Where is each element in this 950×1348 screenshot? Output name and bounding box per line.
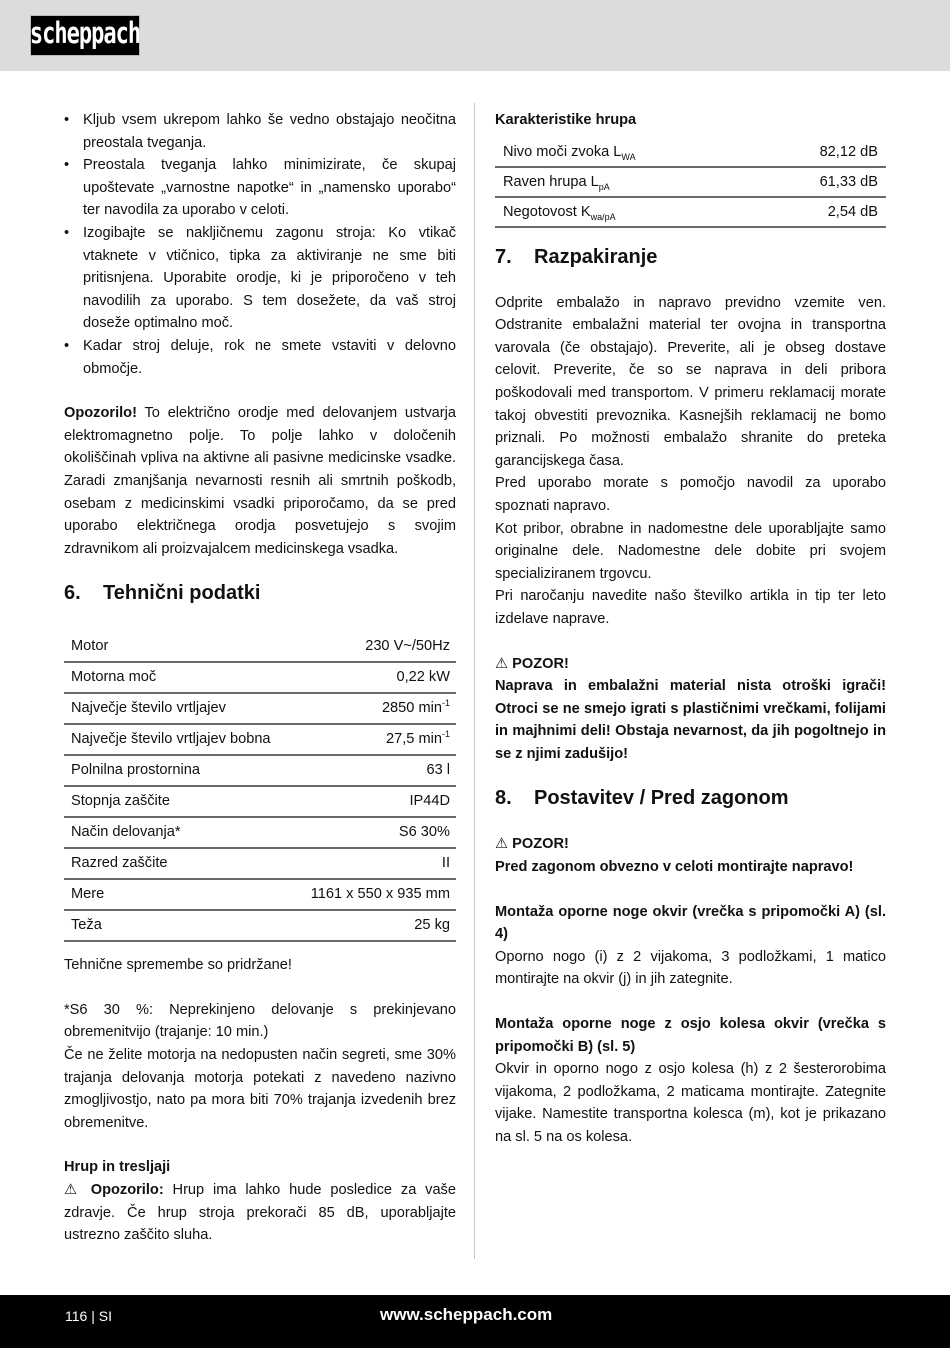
noise-label: Raven hrupa $L_{pA}$: [495, 167, 756, 197]
caution-label-line: [495, 833, 886, 856]
assembly-text-1: Oporno nogo (i) z 2 vijakoma, 3 podložkami, 1 matico montirajte na okvir (j) in jih zategnite.: [495, 948, 886, 988]
noise-value: 2,54 dB: [756, 197, 887, 227]
spec-row: [64, 786, 456, 817]
caution-text: Naprava in embalažni material nista otroški igrači! Otroci se ne smejo igrati s plastičnimi vrečkami, folijami in majhnimi deli! Obstaja nevarnost, da jih pogoltnejo in se z njimi zadušijo!: [495, 678, 886, 762]
section-title: Tehnični podatki: [103, 582, 261, 605]
warning-text: To električno orodje med delovanjem ustvarja elektromagnetno polje. To polje lahko v določenih okoliščinah vpliva na aktivne ali pasivne medicinske vsadke. Zaradi zmanjšanja nevarnosti resnih ali smrtnih poškodb, osebam z medicinskimi vsadki priporočamo, da se pred uporabo električnega orodja posvetujejo s svojim zdravnikom ali proizvajalcem medicinskega vsadka.: [64, 405, 456, 557]
noise-characteristics-heading: Karakteristike hrupa: [495, 112, 637, 128]
noise-label: Nivo moči zvoka $L_{WA}$: [495, 138, 756, 167]
spec-row: [64, 724, 456, 755]
warning-text: Hrup ima lahko hude posledice za vaše zdravje. Če hrup stroja prekorači 85 dB, uporabljajte ustrezno zaščito sluha.: [64, 1182, 456, 1244]
unpacking-paragraph: Pri naročanju navedite našo številko artikla in tip ter leto izdelave naprave.: [495, 588, 886, 627]
spec-value: 230 V~/50Hz: [292, 632, 456, 662]
page-footer: [0, 1295, 950, 1348]
logo-text: scheppach: [29, 17, 141, 52]
unpacking-paragraph: Odprite embalažo in napravo previdno vzemite ven. Odstranite embalažni material ter ovojna in transportna varovala (če obstajajo). Preverite, ali je obseg dostave celovit. Preverite, če so se naprava in deli pribora poškodovali med transportom. V primeru reklamacij morate takoj obvestiti prevoznika. Kasnejših reklamacij ne bomo priznali. Po možnosti embalažo shranite do preteka garancijskega časa.: [495, 294, 886, 469]
spec-value: 0,22 kW: [292, 662, 456, 693]
section-title: Razpakiranje: [534, 245, 658, 268]
noise-value: 82,12 dB: [756, 138, 887, 167]
caution-label: POZOR!: [512, 836, 569, 853]
spec-row: [64, 910, 456, 941]
spec-label: Motorna moč: [64, 662, 292, 693]
spec-value: S6 30%: [292, 817, 456, 848]
page-header: [0, 0, 950, 71]
safety-bullet-list: [64, 109, 456, 380]
spec-label: Motor: [64, 632, 292, 662]
noise-vibration-heading: Hrup in tresljaji: [64, 1159, 171, 1176]
spec-value: 1161 x 550 x 935 mm: [292, 879, 456, 910]
spec-row: [64, 662, 456, 693]
spec-label: Največje število vrtljajev bobna: [64, 724, 292, 755]
noise-table: [495, 138, 886, 228]
section-title: Postavitev / Pred zagonom: [534, 787, 789, 810]
technical-specs-table: [64, 632, 456, 942]
spec-value: 27,5 $\min^{-1}$: [292, 724, 456, 755]
section-number: 8.: [495, 787, 512, 810]
duty-explanation: Če ne želite motorja na nedopusten način segreti, sme 30% trajanja delovanja motorja potekati z navedeno nazivno zmogljivostjo, nato pa mora biti 70% trajanja izvedenih brez obremenitve.: [64, 1047, 456, 1131]
warning-triangle-icon: ⚠: [495, 655, 509, 672]
duty-footnote: *S6 30 %: Neprekinjeno delovanje s prekinjevano obremenitvijo (trajanje: 10 min.): [64, 1001, 456, 1041]
assembly-subheading-1: Montaža oporne noge okvir (vrečka s pripomočki A) (sl. 4): [495, 903, 886, 943]
spec-row: [64, 755, 456, 786]
scheppach-logo: [30, 15, 140, 56]
spec-row: [64, 693, 456, 724]
noise-warning-paragraph: [64, 1179, 456, 1247]
unpacking-paragraph: Kot pribor, obrabne in nadomestne dele uporabljajte samo originalne dele. Nadomestne dele dobite pri svojem specializiranem trgovcu.: [495, 520, 886, 582]
noise-value: 61,33 dB: [756, 167, 887, 197]
spec-label: Polnilna prostornina: [64, 755, 292, 786]
left-column: [64, 109, 456, 1247]
page-number: 116 | SI: [65, 1308, 112, 1324]
caution-label: POZOR!: [512, 655, 569, 672]
spec-row: [64, 817, 456, 848]
spec-label: Mere: [64, 879, 292, 910]
spec-label: Teža: [64, 910, 292, 941]
spec-label: Način delovanja*: [64, 817, 292, 848]
warning-triangle-icon: ⚠: [495, 836, 509, 853]
bullet-item: • Izogibajte se nakljičnemu zagonu stroja: Ko vtikač vtaknete v vtičnico, tipka za aktiviranje ne sme biti pritisnjena. Uporabite orodje, ki je priporočeno v teh navodilih za uporabo. S tem dosežete, da vaš stroj doseže optimalno moč.: [64, 222, 456, 335]
spec-row: [64, 632, 456, 662]
spec-row: [64, 879, 456, 910]
spec-value: IP44D: [292, 786, 456, 817]
warning-label: Opozorilo:: [90, 1182, 164, 1199]
noise-row: [495, 167, 886, 197]
spec-value: 2850 $\min^{-1}$: [292, 693, 456, 724]
assembly-text-2: Okvir in oporno nogo z osjo kolesa (h) z 2 šesterorobima vijakoma, 2 podložkama, 2 maticama montirajte. Zategnite vijake. Namestite transportna kolesca (m), kot je prikazano na sl. 5 na os kolesa.: [495, 1061, 886, 1145]
warning-label: Opozorilo!: [64, 405, 137, 422]
spec-label: Stopnja zaščite: [64, 786, 292, 817]
noise-label: Negotovost $K_{wa/pA}$: [495, 197, 756, 227]
bullet-item: • Kljub vsem ukrepom lahko še vedno obstajajo neočitna preostala tveganja.: [64, 109, 456, 154]
section-7-heading: [495, 244, 886, 270]
section-number: 6.: [64, 582, 81, 605]
section-6-heading: [64, 580, 456, 606]
section-number: 7.: [495, 245, 512, 268]
spec-label: Največje število vrtljajev: [64, 693, 292, 724]
section-8-heading: [495, 785, 886, 811]
assembly-subheading-2: Montaža oporne noge z osjo kolesa okvir (vrečka s pripomočki B) (sl. 5): [495, 1016, 886, 1055]
spec-label: Razred zaščite: [64, 848, 292, 879]
caution-label-line: [495, 653, 886, 676]
spec-value: II: [292, 848, 456, 879]
bullet-item: • Preostala tveganja lahko minimizirate, če skupaj upoštevate „varnostne napotke“ in „namensko uporabo“ ter navodila za uporabo v celoti.: [64, 154, 456, 222]
emf-warning-paragraph: [64, 402, 456, 560]
spec-row: [64, 848, 456, 879]
warning-triangle-icon: ⚠: [64, 1182, 82, 1199]
spec-value: 63 l: [292, 755, 456, 786]
caution-text: Pred zagonom obvezno v celoti montirajte napravo!: [495, 859, 854, 876]
right-column: [495, 109, 886, 1149]
noise-row: [495, 197, 886, 227]
unpacking-paragraph: Pred uporabo morate s pomočjo navodil za uporabo spoznati napravo.: [495, 475, 886, 514]
spec-value: 25 kg: [292, 910, 456, 941]
reserved-note: Tehnične spremembe so pridržane!: [64, 957, 292, 974]
noise-row: [495, 138, 886, 167]
bullet-item: • Kadar stroj deluje, rok ne smete vstaviti v delovno območje.: [64, 335, 456, 380]
column-divider: [474, 103, 475, 1259]
website-link[interactable]: www.scheppach.com: [380, 1305, 553, 1324]
